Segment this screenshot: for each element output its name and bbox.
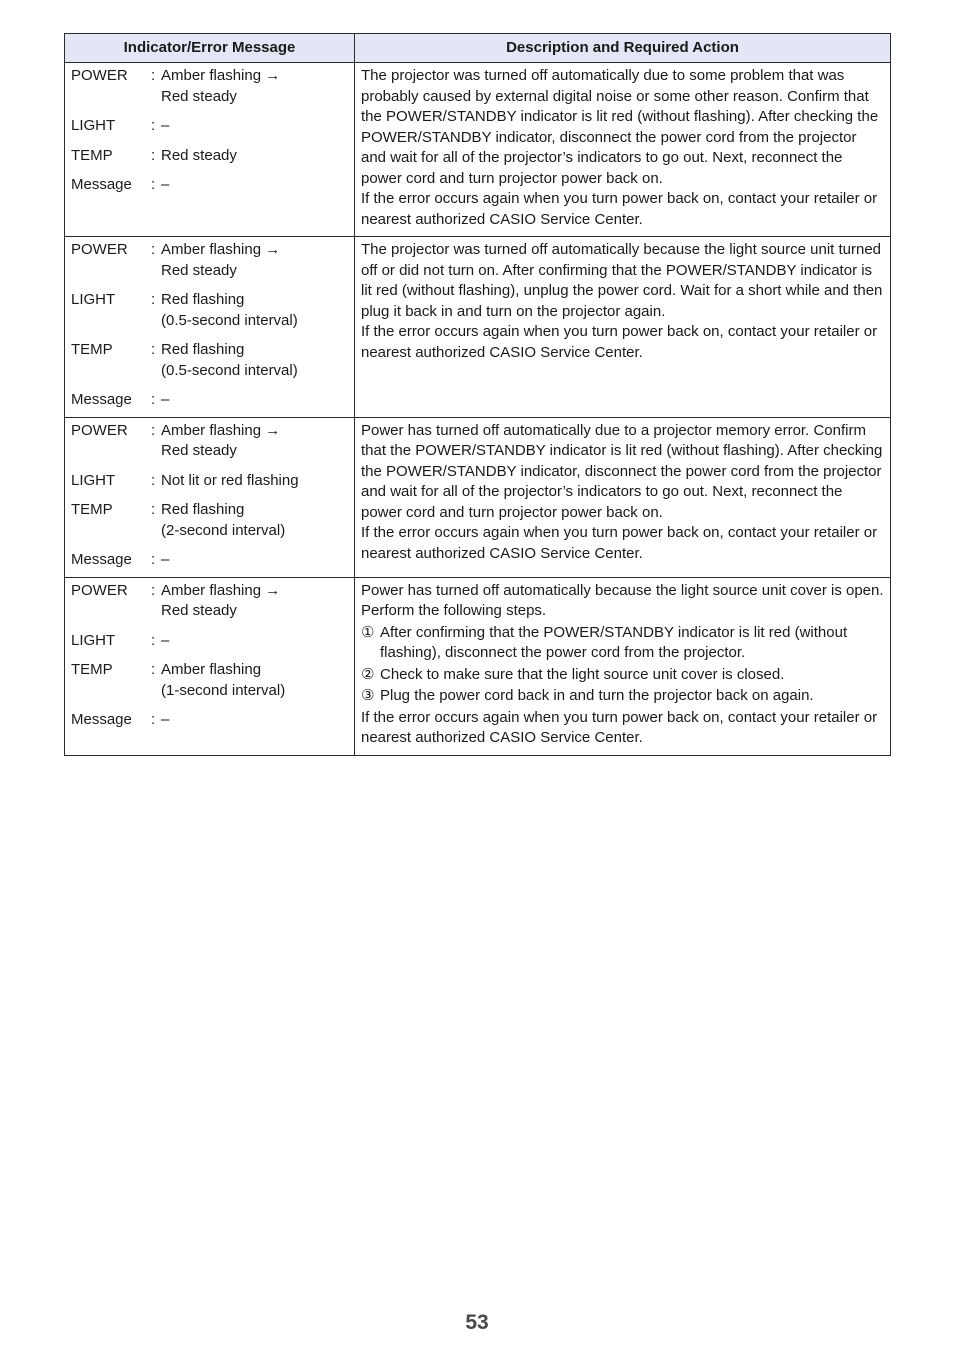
indicator-state-lines [161,471,348,492]
indicator-colon: : [151,551,156,568]
header-indicator-error-message: Indicator/Error Message [65,34,355,63]
step-number: ② [361,665,375,683]
indicator-cell [65,577,355,755]
indicator-state: – [161,551,170,568]
indicator-label: LIGHT [71,471,116,489]
indicator-label: POWER [71,241,128,258]
indicator-item [71,421,348,462]
indicator-state: Red steady [161,602,237,619]
indicator-state: Not lit or red flashing [161,471,299,489]
indicator-label: LIGHT [71,291,116,308]
indicator-label: TEMP [71,146,113,164]
indicator-value [151,340,348,381]
indicator-colon: : [151,501,156,518]
indicator-item [71,500,348,541]
error-indicator-table [64,33,891,756]
table-row [65,63,891,237]
indicator-label: Message [71,176,132,193]
indicator-value [151,66,348,107]
indicator-colon: : [151,661,156,678]
indicator-value [151,581,348,622]
indicator-state-lines [161,500,348,541]
indicator-colon: : [151,341,156,358]
indicator-item [71,340,348,381]
indicator-item [71,240,348,281]
indicator-state: Amber flashing [161,661,262,678]
indicator-item [71,660,348,701]
indicator-state: (2-second interval) [161,521,286,539]
indicator-label: LIGHT [71,117,116,134]
indicator-item [71,550,348,571]
indicator-item [71,175,348,196]
indicator-value [151,710,348,731]
step-text: After confirming that the POWER/STANDBY indicator is lit red (without flashing), disconnect the power cord from the projector. [380,623,848,661]
indicator-state-lines [161,660,348,701]
description-paragraph: If the error occurs again when you turn power back on, contact your retailer or nearest authorized CASIO Service Center. [361,524,878,562]
indicator-label: TEMP [71,341,113,358]
indicator-state: Red flashing [161,341,245,358]
indicator-colon: : [151,711,156,728]
indicator-value [151,550,348,571]
indicator-cell [65,63,355,237]
indicator-state-lines [161,340,348,381]
indicator-state: – [161,117,170,134]
description-paragraph: Power has turned off automatically due to a projector memory error. Confirm that the POWER/STANDBY indicator is lit red (without flashing). After checking the POWER/STANDBY indicator, disconnect the power cord from the projector and wait for all of the projector’s indicators to go out. Next, reconnect the power cord and turn projector power back on. [361,421,883,521]
description-step [361,623,884,664]
indicator-state: Amber flashing → [161,581,281,599]
indicator-colon: : [151,67,156,84]
indicator-label: Message [71,391,132,408]
indicator-item [71,471,348,492]
indicator-label: Message [71,551,132,568]
indicator-colon: : [151,146,156,164]
indicator-state-lines [161,421,348,462]
description-step [361,686,884,707]
indicator-state-lines [161,631,348,652]
indicator-item [71,146,348,167]
indicator-colon: : [151,241,156,258]
indicator-value [151,390,348,411]
description-step [361,665,884,686]
description-cell [355,417,891,577]
indicator-value [151,421,348,462]
indicator-colon: : [151,581,156,599]
indicator-state: Red flashing [161,291,245,308]
table-row [65,577,891,755]
indicator-colon: : [151,291,156,308]
description-cell [355,63,891,237]
indicator-value [151,471,348,492]
page-number: 53 [465,1311,489,1334]
indicator-state-lines [161,550,348,571]
indicator-label: POWER [71,421,128,439]
header-description-required-action: Description and Required Action [355,34,891,63]
indicator-colon: : [151,176,156,193]
indicator-value [151,631,348,652]
indicator-item [71,631,348,652]
indicator-state-lines [161,290,348,331]
indicator-state: – [161,711,170,728]
indicator-state-lines [161,710,348,731]
description-paragraph: The projector was turned off automatically because the light source unit turned off or did not turn on. After confirming that the POWER/STANDBY indicator is lit red (without flashing), unplug the power cord. Wait for a short while and then plug it back in and turn on the projector again. [361,241,883,320]
indicator-state: (1-second interval) [161,681,286,699]
description-paragraph: The projector was turned off automatically due to some problem that was probably caused by external digital noise or some other reason. Confirm that the POWER/STANDBY indicator is lit red (without flashing). After checking the POWER/STANDBY indicator, disconnect the power cord from the projector and wait for all of the projector’s indicators to go out. Next, reconnect the power cord and turn projector power back on. [361,67,879,187]
indicator-state-lines [161,240,348,281]
table-row [65,417,891,577]
description-paragraph: If the error occurs again when you turn power back on, contact your retailer or nearest authorized CASIO Service Center. [361,708,878,746]
indicator-state-lines [161,116,348,137]
indicator-colon: : [151,631,156,649]
indicator-state: – [161,631,170,649]
indicator-state: – [161,176,170,193]
table-header-row [65,34,891,63]
step-number: ③ [361,687,375,704]
indicator-state-lines [161,146,348,167]
step-text: Plug the power cord back in and turn the projector back on again. [380,687,814,704]
step-text: Check to make sure that the light source unit cover is closed. [380,665,785,683]
indicator-label: Message [71,711,132,728]
indicator-label: LIGHT [71,631,116,649]
indicator-value [151,146,348,167]
indicator-item [71,390,348,411]
step-number: ① [361,623,375,641]
indicator-state: – [161,391,170,408]
indicator-state: (0.5-second interval) [161,361,298,379]
table-body [65,63,891,756]
indicator-item [71,66,348,107]
indicator-label: POWER [71,67,128,84]
indicator-state: Amber flashing → [161,421,281,439]
table-row [65,237,891,418]
indicator-state: Amber flashing → [161,241,281,258]
indicator-state: Red steady [161,442,237,459]
description-paragraph: If the error occurs again when you turn power back on, contact your retailer or nearest authorized CASIO Service Center. [361,190,878,228]
indicator-item [71,290,348,331]
indicator-value [151,660,348,701]
description-paragraph: If the error occurs again when you turn power back on, contact your retailer or nearest authorized CASIO Service Center. [361,323,878,361]
indicator-label: POWER [71,581,128,599]
description-cell [355,237,891,418]
indicator-item [71,710,348,731]
indicator-value [151,116,348,137]
indicator-state: Red steady [161,87,237,105]
indicator-colon: : [151,421,156,439]
indicator-item [71,581,348,622]
indicator-state-lines [161,175,348,196]
indicator-state: Amber flashing → [161,67,281,84]
indicator-value [151,290,348,331]
indicator-state-lines [161,581,348,622]
indicator-cell [65,237,355,418]
indicator-colon: : [151,117,156,134]
indicator-value [151,240,348,281]
indicator-cell [65,417,355,577]
indicator-value [151,500,348,541]
description-paragraph: Power has turned off automatically because the light source unit cover is open. Perform the following steps. [361,581,884,619]
indicator-state-lines [161,66,348,107]
indicator-label: TEMP [71,501,113,518]
indicator-label: TEMP [71,661,113,678]
indicator-state: (0.5-second interval) [161,311,298,329]
indicator-state-lines [161,390,348,411]
indicator-item [71,116,348,137]
indicator-colon: : [151,471,156,489]
indicator-state: Red steady [161,261,237,279]
indicator-state: Red flashing [161,501,245,518]
description-cell [355,577,891,755]
indicator-colon: : [151,391,156,408]
indicator-state: Red steady [161,146,237,164]
indicator-value [151,175,348,196]
